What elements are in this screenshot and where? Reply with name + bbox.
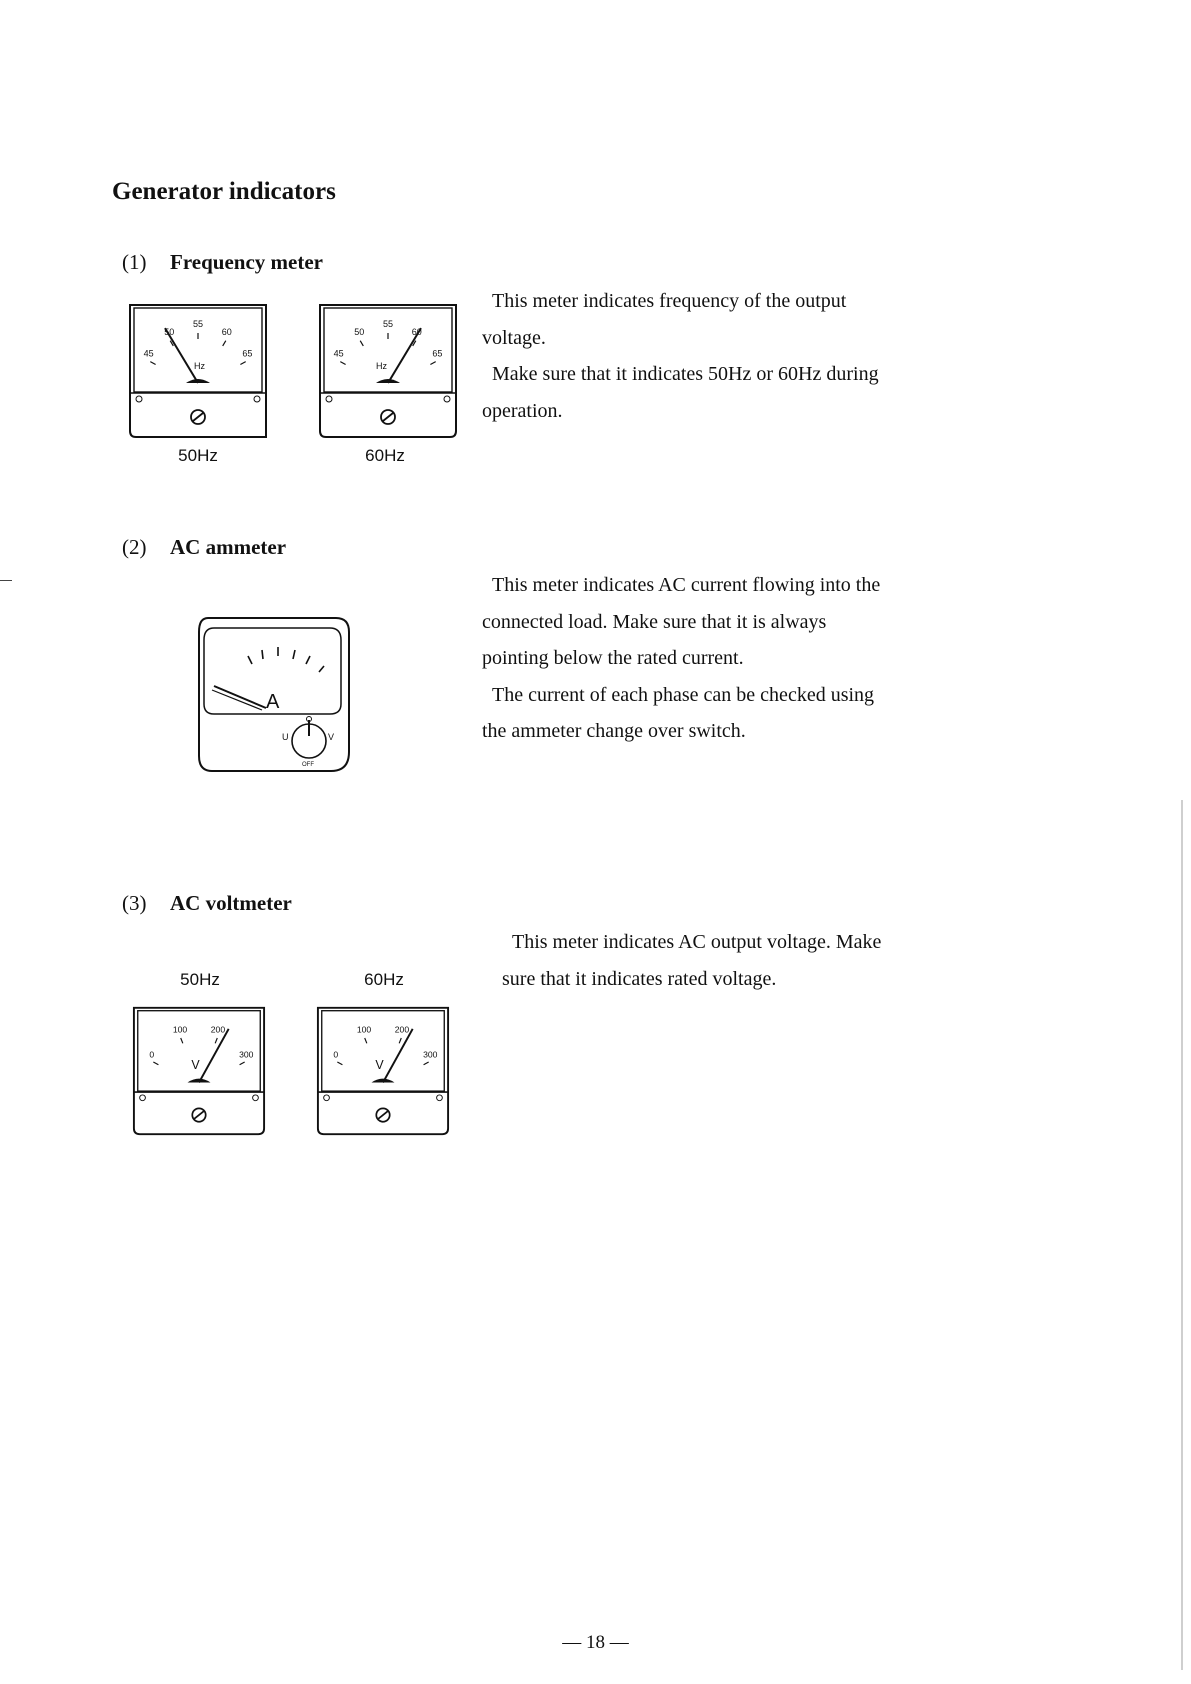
scale-label: 300: [423, 1049, 438, 1060]
paragraph-line: This meter indicates AC output voltage. Make: [512, 931, 882, 953]
scale-labels: [334, 319, 443, 365]
scale-label: 55: [192, 319, 204, 329]
switch-label-u: U: [282, 732, 289, 742]
frequency-meter-description: [482, 283, 1002, 429]
switch-label-off: OFF: [302, 762, 314, 768]
page-title: Generator indicators: [112, 178, 336, 205]
scale-label: 65: [242, 348, 253, 359]
scale-label: 50: [164, 327, 175, 337]
frequency-meter-50hz: [128, 303, 268, 439]
meter-needle: [388, 328, 421, 383]
paragraph-line: connected load. Make sure that it is always: [482, 610, 827, 633]
ammeter-unit: A: [266, 691, 280, 713]
scale-label: 60: [221, 327, 232, 337]
voltmeter-description: [502, 924, 1002, 997]
paragraph-line: voltage.: [482, 326, 546, 349]
scale-label: 200: [210, 1024, 226, 1035]
paragraph-line: pointing below the rated current.: [482, 647, 744, 669]
scale-label: 45: [143, 348, 154, 359]
section-title: AC voltmeter: [170, 891, 292, 915]
section-heading-ammeter: [122, 535, 286, 560]
section-number: (3): [122, 891, 147, 915]
meter-unit: V: [191, 1058, 200, 1073]
scale-tick: [150, 362, 155, 365]
scale-label: 60: [411, 327, 422, 337]
scale-tick: [215, 1038, 217, 1043]
voltmeter-60hz-caption: 60Hz: [364, 970, 404, 989]
scale-label: 0: [333, 1049, 339, 1060]
frequency-meter-50hz-caption: 50Hz: [178, 446, 218, 465]
switch-label-v: V: [328, 732, 335, 742]
section-number: (1): [122, 250, 147, 274]
scale-tick: [430, 362, 435, 365]
scale-tick: [181, 1038, 183, 1043]
scale-labels: [149, 1024, 253, 1064]
paragraph-line: the ammeter change over switch.: [482, 720, 746, 742]
section-heading-frequency: [122, 250, 323, 275]
scale-tick: [340, 362, 345, 365]
meter-unit: V: [375, 1058, 384, 1073]
scale-label: 0: [149, 1049, 155, 1060]
scale-tick: [240, 362, 245, 365]
scale-label: 65: [432, 348, 443, 359]
ammeter-description: [482, 567, 1002, 750]
scale-tick: [240, 1062, 245, 1065]
ac-ammeter: [196, 616, 352, 774]
scale-label: 300: [239, 1049, 254, 1060]
section-heading-voltmeter: [122, 891, 292, 916]
meter-needle: [214, 686, 266, 708]
meter-needle: [199, 1029, 229, 1083]
paragraph-line: The current of each phase can be checked using: [492, 683, 875, 706]
scale-labels: [333, 1024, 437, 1064]
scale-label: 100: [356, 1024, 372, 1035]
scale-tick: [399, 1038, 401, 1043]
paragraph-line: operation.: [482, 399, 563, 422]
scale-tick: [360, 341, 363, 346]
frequency-meter-60hz-caption: 60Hz: [365, 446, 405, 465]
meter-needle: [165, 328, 198, 383]
scale-label: 200: [394, 1024, 410, 1035]
scale-label: 45: [333, 348, 344, 359]
meter-unit: Hz: [376, 361, 387, 371]
scale-tick: [424, 1062, 429, 1065]
paragraph-line: sure that it indicates rated voltage.: [502, 967, 777, 990]
scale-tick: [153, 1062, 158, 1065]
section-title: AC ammeter: [170, 535, 287, 559]
section-number: (2): [122, 535, 147, 559]
voltmeter-60hz: [316, 1003, 450, 1139]
voltmeter-50hz-caption: 50Hz: [180, 970, 220, 989]
scale-label: 50: [354, 327, 365, 337]
scale-tick: [337, 1062, 342, 1065]
scale-labels: [144, 319, 253, 365]
page-edge-rule: [1181, 800, 1183, 1670]
meter-needle: [383, 1029, 413, 1083]
meter-unit: Hz: [194, 361, 205, 371]
scale-label: 100: [172, 1024, 188, 1035]
paragraph-line: This meter indicates frequency of the output: [492, 290, 847, 312]
paragraph-line: This meter indicates AC current flowing into the: [492, 574, 881, 596]
scale-tick: [365, 1038, 367, 1043]
scale-label: 55: [382, 319, 394, 329]
frequency-meter-60hz: [318, 303, 458, 439]
scale-tick: [223, 341, 226, 346]
voltmeter-50hz: [132, 1003, 266, 1139]
margin-mark: [0, 580, 12, 581]
section-title: Frequency meter: [170, 250, 323, 274]
paragraph-line: Make sure that it indicates 50Hz or 60Hz during: [492, 363, 879, 385]
page-number: — 18 —: [562, 1632, 629, 1653]
